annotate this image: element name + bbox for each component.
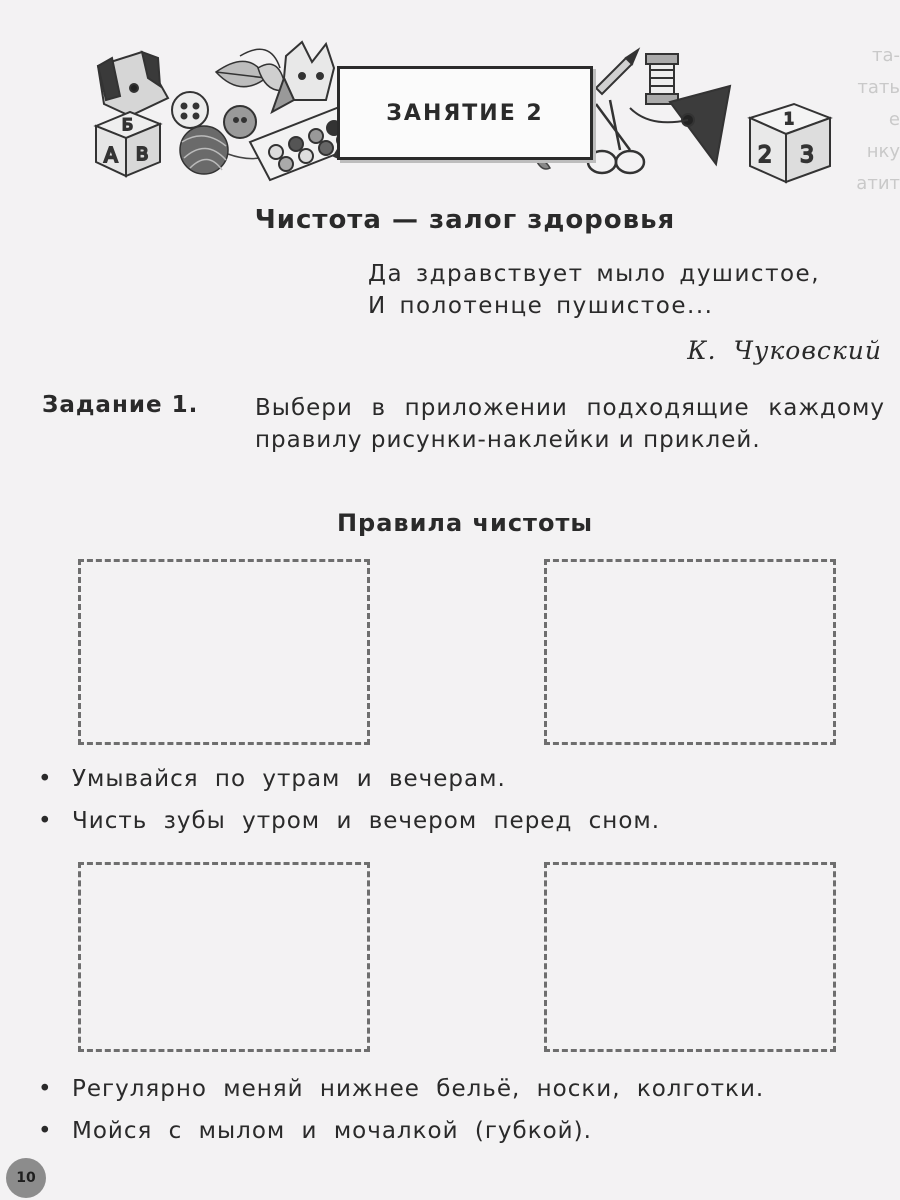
task-label: Задание 1.: [42, 392, 199, 418]
leaf-icon: [216, 49, 286, 90]
epigraph: [368, 258, 820, 322]
page-title: Чистота — залог здоровья: [254, 205, 676, 235]
alphabet-cube-icon: [96, 112, 160, 176]
lesson-label-box: [337, 66, 593, 160]
sticker-box[interactable]: [544, 862, 836, 1052]
bullet: •: [38, 1076, 53, 1102]
bullet: •: [38, 808, 53, 834]
sticker-box[interactable]: [544, 559, 836, 745]
thread-spool-icon: [646, 54, 678, 104]
rule-item: [38, 1118, 592, 1144]
cube-digit-top: 1: [784, 109, 795, 128]
bleed-line: тать: [857, 77, 900, 98]
epigraph-author: К. Чуковский: [687, 336, 882, 365]
rule-text: Умывайся по утрам и вечерам.: [72, 766, 506, 792]
rule-item: [38, 808, 660, 834]
dog-icon: [98, 52, 168, 116]
pencil-icon: [596, 50, 638, 94]
cube-letter-top: Б: [122, 115, 133, 134]
lesson-label: ЗАНЯТИЕ 2: [386, 100, 544, 126]
bullet: •: [38, 1118, 53, 1144]
task-text: Выбери в приложении подходящие каждому правилу рисунки-наклейки и приклей.: [255, 395, 885, 453]
bleed-line: е: [888, 109, 900, 130]
rule-text: Регулярно меняй нижнее бельё, носки, колготки.: [72, 1076, 765, 1102]
rule-text: Мойся с мылом и мочалкой (губкой).: [72, 1118, 592, 1144]
bleed-line: нку: [866, 141, 900, 162]
bleed-line: атит: [856, 173, 900, 194]
cube-digit-left: 2: [758, 143, 772, 168]
epigraph-line: И полотенце пушистое...: [368, 293, 714, 319]
epigraph-line: Да здравствует мыло душистое,: [368, 261, 821, 287]
rule-item: [38, 1076, 764, 1102]
bleed-through-text: [790, 40, 900, 200]
page-number: 10: [6, 1158, 46, 1198]
rules-title: Правила чистоты: [336, 509, 594, 537]
sticker-box[interactable]: [78, 862, 370, 1052]
cube-letter-left: А: [104, 143, 118, 167]
bleed-line: та-: [871, 45, 900, 66]
bullet: •: [38, 766, 53, 792]
scissors-icon: [588, 100, 644, 173]
cube-digit-right: 3: [800, 143, 814, 168]
rule-text: Чисть зубы утром и вечером перед сном.: [72, 808, 661, 834]
sticker-box[interactable]: [78, 559, 370, 745]
cube-letter-right: В: [136, 144, 149, 165]
rule-item: [38, 766, 506, 792]
